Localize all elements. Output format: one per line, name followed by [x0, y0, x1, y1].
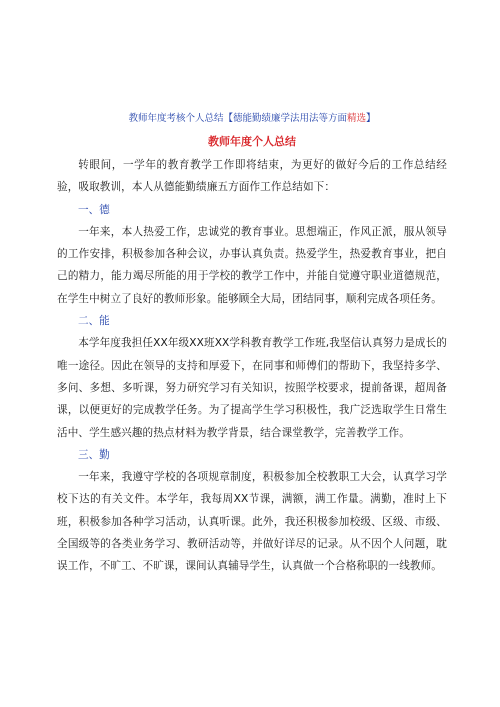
section-heading-de: 一、德	[78, 203, 110, 216]
document-title	[57, 112, 447, 126]
document-page	[57, 112, 447, 578]
section-heading-neng: 二、能	[78, 315, 110, 328]
document-title-end: 】	[366, 113, 376, 124]
section-body-qin: 一年来，我遵守学校的各项规章制度，积极参加全校教职工大会，认真学习学校下达的有关文件。本学年，我每周XX节课，满额，满工作量。满勤，准时上下班，积极参加各种学习活动，认真听课。此外，我还积极参加校级、区级、市级、全国级等的各类业务学习、教研活动等，并做好详尽的记录。从不因个人问题，耽误工作，不旷工、不旷课，课间认真辅导学生，认真做一个合格称职的一线教师。	[57, 471, 447, 573]
section-body-de: 一年来，本人热爱工作，忠诚党的教育事业。思想端正，作风正派，服从领导的工作安排，积极参加各种会议，办事认真负责。热爱学生，热爱教育事业，把自己的精力，能力竭尽所能的用于学校的教学工作中，并能自觉遵守职业道德规范，在学生中树立了良好的教师形象。能够顾全大局，团结同事，顺利完成各项任务。	[57, 225, 447, 305]
document-title-main: 教师年度考核个人总结【德能勤绩廉学法用法等方面	[128, 113, 347, 124]
document-heading: 教师年度个人总结	[208, 135, 296, 148]
document-title-accent: 精选	[346, 113, 366, 124]
section-heading-qin: 三、勤	[78, 448, 110, 461]
section-body-neng: 本学年度我担任XX年级XX班XX学科教育教学工作班,我坚信认真努力是成长的唯一途径。因此在领导的支持和厚爱下，在同事和师傅们的帮助下，我坚持多学、多问、多想、多听课，努力研究学习有关知识，按照学校要求，提前备课，超周备课，以便更好的完成教学任务。为了提高学生学习积极性，我广泛选取学生日常生活中、学生感兴趣的热点材料为教学背景，结合课堂教学，完善教学工作。	[57, 337, 447, 439]
intro-paragraph: 转眼间，一学年的教育教学工作即将结束，为更好的做好今后的工作总结经验，吸取教训，本人从德能勤绩廉五方面作工作总结如下：	[57, 159, 447, 194]
